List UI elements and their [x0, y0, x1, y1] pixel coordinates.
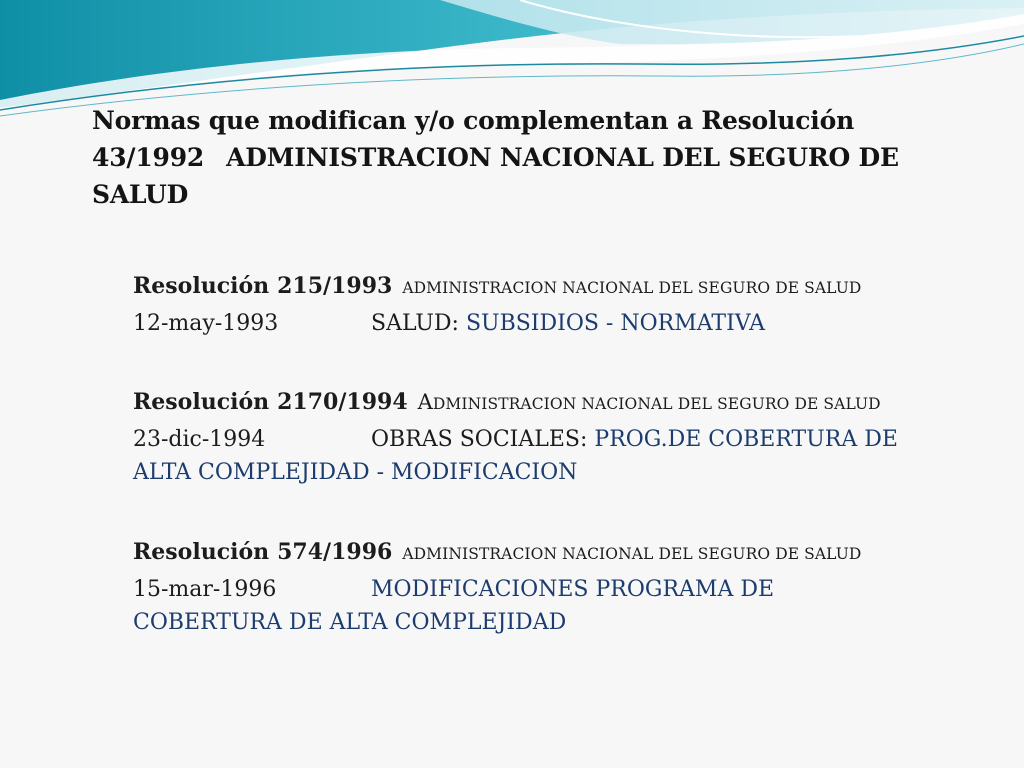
resolution-entry: [133, 386, 953, 489]
resolution-date: 12-may-1993: [133, 311, 279, 336]
resolution-topic: OBRAS SOCIALES:: [371, 427, 595, 452]
resolution-label: Resolución: [133, 273, 270, 299]
resolution-date: 15-mar-1996: [133, 577, 277, 602]
resolution-date: 23-dic-1994: [133, 427, 266, 452]
resolution-entry: [133, 270, 953, 340]
resolution-description-continued: COBERTURA DE ALTA COMPLEJIDAD: [133, 610, 567, 635]
resolution-description-continued: ALTA COMPLEJIDAD - MODIFICACION: [133, 460, 578, 485]
resolution-number: 574/1996: [277, 539, 393, 565]
resolution-organization: ADMINISTRACION NACIONAL DEL SEGURO DE SALUD: [417, 390, 881, 414]
title-line-1: Normas que modifican y/o complementan a Resolución: [92, 106, 855, 135]
resolution-description: SUBSIDIOS - NORMATIVA: [465, 311, 766, 336]
resolution-organization: ADMINISTRACION NACIONAL DEL SEGURO DE SALUD: [402, 279, 862, 297]
resolution-organization: ADMINISTRACION NACIONAL DEL SEGURO DE SALUD: [402, 545, 862, 563]
slide-title: [92, 102, 952, 213]
resolution-description: MODIFICACIONES PROGRAMA DE: [371, 577, 775, 602]
resolution-entry: [133, 536, 953, 639]
title-line-3: SALUD: [92, 180, 189, 209]
resolution-number: 215/1993: [277, 273, 393, 299]
resolution-label: Resolución: [133, 389, 270, 415]
resolution-description: PROG.DE COBERTURA DE: [594, 427, 898, 452]
title-resolution-number: 43/1992: [92, 143, 205, 172]
title-organization: ADMINISTRACION NACIONAL DEL SEGURO DE: [226, 143, 899, 172]
resolution-topic: SALUD:: [371, 311, 466, 336]
resolution-number: 2170/1994: [277, 389, 408, 415]
resolution-label: Resolución: [133, 539, 270, 565]
